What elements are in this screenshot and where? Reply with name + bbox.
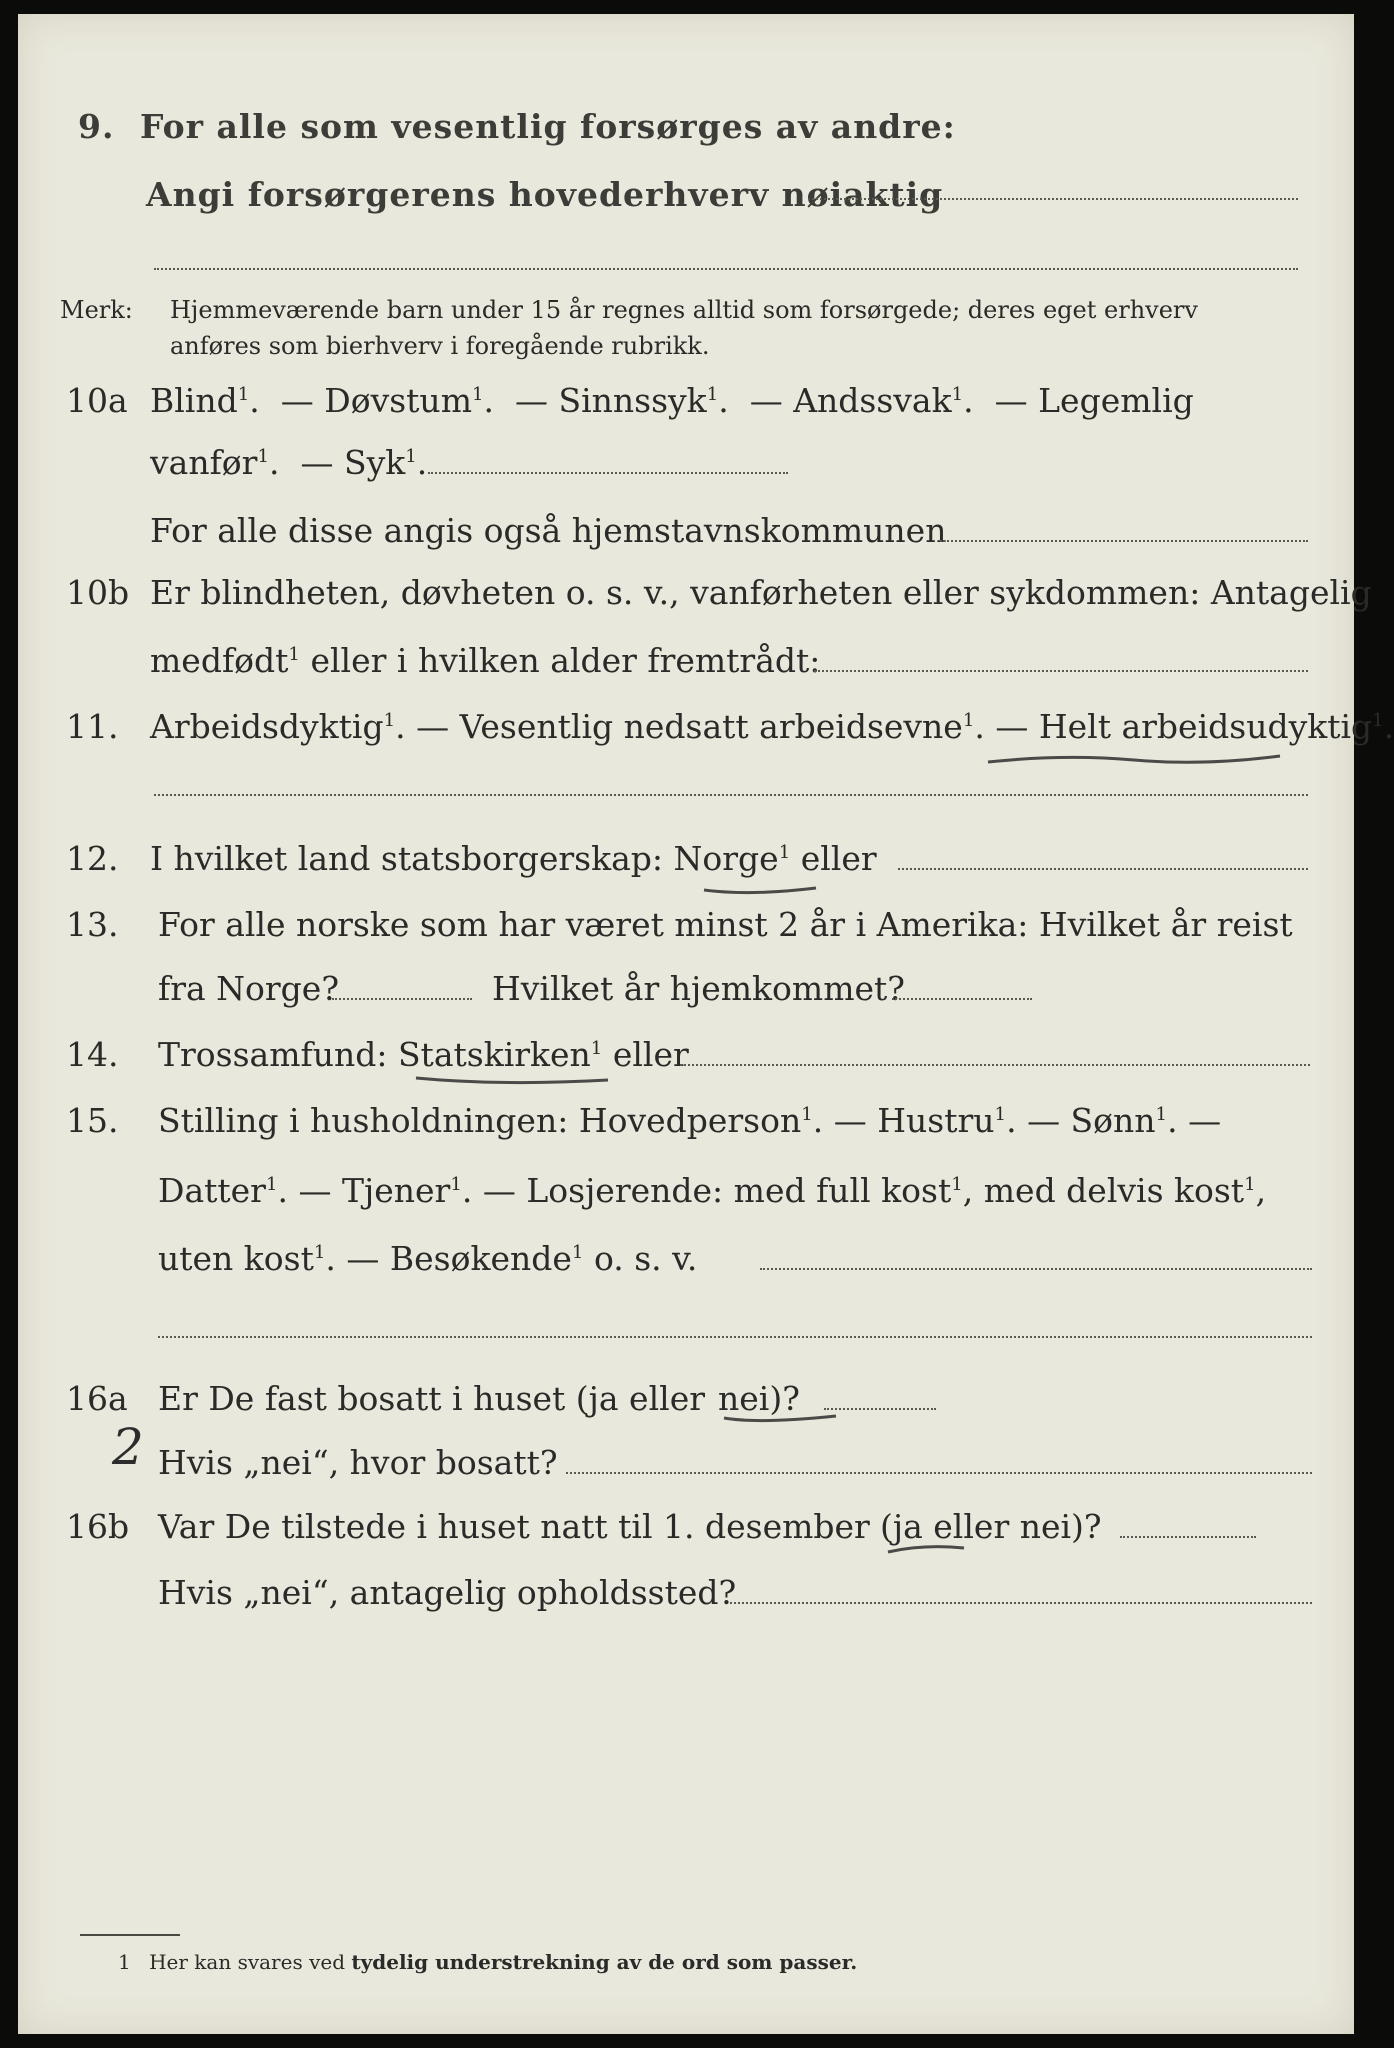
option-sinnssyk: — Sinnssyk	[515, 381, 707, 420]
option-tjener: — Tjener	[298, 1171, 451, 1210]
q12-number: 12.	[66, 839, 119, 878]
option-datter: Datter	[158, 1171, 266, 1210]
option-vanfor: vanfør	[150, 443, 258, 482]
option-statskirken: Statskirken	[397, 1035, 591, 1074]
form-page	[18, 14, 1394, 2034]
q14-eller: eller	[612, 1035, 689, 1074]
footnote-text-a: Her kan svares ved	[149, 1950, 346, 1974]
q13-hjemkommet-line[interactable]	[892, 998, 1032, 1000]
q15-answer-line-2[interactable]	[158, 1336, 1312, 1338]
q9-answer-line-2[interactable]	[154, 268, 1298, 270]
option-andssvak: — Andssvak	[749, 381, 952, 420]
q14-question: Trossamfund:	[158, 1035, 388, 1074]
q16a-answer-line[interactable]	[824, 1408, 936, 1410]
underline-ja	[884, 1540, 968, 1560]
q11-number: 11.	[66, 707, 119, 746]
q13-number: 13.	[66, 905, 119, 944]
q11-line: Arbeidsdyktig$^1$. — Vesentlig nedsatt arbeidsevne$^1$. — Helt arbeidsudyktig$^1$.	[150, 707, 1394, 746]
q13-reist-line[interactable]	[332, 998, 472, 1000]
footnote-text-b: tydelig understrekning av de ord som passer.	[351, 1950, 858, 1974]
merk-label: Merk:	[60, 296, 133, 324]
underline-nei	[720, 1408, 840, 1428]
option-syk: — Syk	[300, 443, 406, 482]
option-nedsatt: — Vesentlig nedsatt arbeidsevne	[416, 707, 963, 746]
option-sonn: — Sønn	[1027, 1101, 1156, 1140]
q10a-answer-line[interactable]	[428, 472, 788, 474]
footnote	[118, 1952, 857, 1972]
q12-question: I hvilket land statsborgerskap:	[150, 839, 664, 878]
merk-line-2: anføres som bierhverv i foregående rubrikk.	[170, 332, 710, 360]
q9-answer-line[interactable]	[808, 198, 1298, 200]
q16b-opholdssted-line[interactable]	[730, 1602, 1312, 1604]
q10a-hjemstavn-line[interactable]	[940, 540, 1308, 542]
q13-line-1: For alle norske som har været minst 2 år i Amerika: Hvilket år reist	[158, 905, 1293, 944]
q10b-line-2: medfødt$^1$ eller i hvilken alder fremtrådt:	[150, 641, 821, 680]
q15-answer-line[interactable]	[760, 1268, 1312, 1270]
q13-line-2b: Hvilket år hjemkommet?	[492, 969, 905, 1008]
option-arbeidsudyktig: — Helt arbeidsudyktig	[995, 707, 1373, 746]
q14-answer-line[interactable]	[680, 1064, 1310, 1066]
option-blind: Blind	[150, 381, 238, 420]
footnote-rule	[80, 1934, 180, 1936]
option-norge: Norge	[673, 839, 779, 878]
q9-title: For alle som vesentlig forsørges av andre:	[140, 107, 956, 146]
merk-line-1: Hjemmeværende barn under 15 år regnes alltid som forsørgede; deres eget erhverv	[170, 296, 1198, 324]
option-medfodt: medfødt	[150, 641, 289, 680]
q16a-bosatt-line[interactable]	[566, 1472, 1312, 1474]
q16a-number: 16a	[66, 1379, 128, 1418]
option-dovstum: — Døvstum	[280, 381, 472, 420]
option-hustru: — Hustru	[833, 1101, 995, 1140]
q10a-line-2: vanfør$^1$. — Syk$^1$.	[150, 443, 428, 482]
q15-line-3: uten kost$^1$. — Besøkende$^1$ o. s. v.	[158, 1239, 698, 1278]
underline-arbeidsudyktig	[984, 748, 1284, 772]
option-besokende: — Besøkende	[346, 1239, 572, 1278]
q13-line-2a: fra Norge?	[158, 969, 340, 1008]
q16b-answer-line[interactable]	[1120, 1536, 1256, 1538]
q10b-number: 10b	[66, 573, 130, 612]
q15-line-1: Stilling i husholdningen: Hovedperson$^1$. — Hustru$^1$. — Sønn$^1$. —	[158, 1101, 1222, 1140]
q14-line: Trossamfund: Statskirken$^1$ eller	[158, 1035, 689, 1074]
q10b-alder-text: eller i hvilken alder fremtrådt:	[310, 641, 821, 680]
q12-line: I hvilket land statsborgerskap: Norge$^1$ eller	[150, 839, 877, 878]
option-legemlig: — Legemlig	[994, 381, 1194, 420]
q15-line-2: Datter$^1$. — Tjener$^1$. — Losjerende: med full kost$^1$, med delvis kost$^1$,	[158, 1171, 1267, 1210]
q16b-line-1a: Var De tilstede i huset natt til 1. desember	[158, 1507, 870, 1546]
option-uten-kost: uten kost	[158, 1239, 314, 1278]
q10a-line-1: Blind$^1$. — Døvstum$^1$. — Sinnssyk$^1$. — Andssvak$^1$. — Legemlig	[150, 381, 1194, 420]
q12-answer-line[interactable]	[898, 868, 1308, 870]
option-delvis-kost: , med delvis kost	[962, 1171, 1245, 1210]
q9-prompt: Angi forsørgerens hovederhverv nøiaktig	[146, 175, 944, 214]
handwritten-mark: 2	[112, 1418, 144, 1476]
q16b-number: 16b	[66, 1507, 130, 1546]
q10a-number: 10a	[66, 381, 128, 420]
q10b-line-1: Er blindheten, døvheten o. s. v., vanførheten eller sykdommen: Antagelig	[150, 573, 1372, 612]
q11-answer-line[interactable]	[154, 794, 1308, 796]
q15-osv: o. s. v.	[593, 1239, 698, 1278]
underline-statskirken	[412, 1070, 612, 1094]
option-hovedperson: Stilling i husholdningen: Hovedperson	[158, 1101, 802, 1140]
q10a-line-3: For alle disse angis også hjemstavnskommunen	[150, 511, 947, 550]
q12-eller: eller	[800, 839, 877, 878]
q9-number: 9.	[78, 107, 115, 146]
q14-number: 14.	[66, 1035, 119, 1074]
option-full-kost: — Losjerende: med full kost	[482, 1171, 952, 1210]
footnote-marker: 1	[118, 1950, 131, 1974]
q16b-line-1b: (ja eller nei)?	[880, 1507, 1102, 1546]
q16a-line-2: Hvis „nei“, hvor bosatt?	[158, 1443, 558, 1482]
q16a-line-1b: nei)?	[718, 1379, 800, 1418]
q15-number: 15.	[66, 1101, 119, 1140]
option-arbeidsdyktig: Arbeidsdyktig	[150, 707, 384, 746]
q16b-line-2: Hvis „nei“, antagelig opholdssted?	[158, 1573, 737, 1612]
underline-norge	[700, 882, 820, 902]
q10b-answer-line[interactable]	[814, 670, 1308, 672]
q16a-line-1a: Er De fast bosatt i huset (ja eller	[158, 1379, 705, 1418]
